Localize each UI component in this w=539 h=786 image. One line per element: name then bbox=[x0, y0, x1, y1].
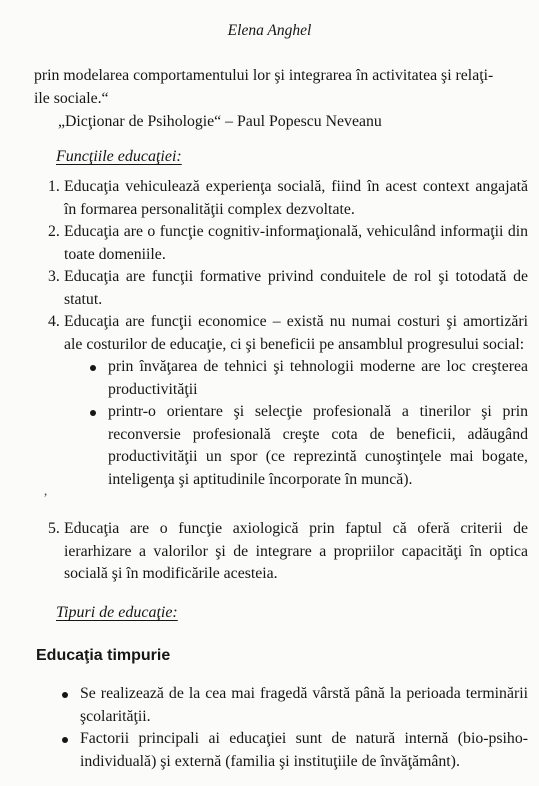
item-number: 3. bbox=[48, 268, 60, 285]
economic-bullets bbox=[64, 356, 528, 491]
item-text: Educaţia are funcţii economice – există nu numai costuri şi amortizări ale costurilor de educaţie, ci şi beneficii pe ansamblul progresului social: bbox=[64, 313, 528, 353]
bullet-icon bbox=[62, 692, 68, 698]
list-item bbox=[36, 266, 528, 311]
item-text: Educaţia vehiculează experienţa socială, fiind în acest context angajată în formarea personalităţii complex dezvoltate. bbox=[64, 178, 528, 218]
list-item bbox=[36, 221, 528, 266]
bullet-item bbox=[36, 683, 528, 728]
bullet-item bbox=[64, 356, 528, 401]
item-number: 4. bbox=[48, 313, 60, 330]
bullet-icon bbox=[90, 365, 96, 371]
item-text: Educaţia are o funcţie axiologică prin faptul că oferă criterii de ierarhizare a valorilor şi de integrare a propriilor capacităţi în optica socială şi în modificările acesteia. bbox=[64, 520, 528, 582]
timpurie-heading: Educaţia timpurie bbox=[36, 647, 171, 664]
timpurie-bullets bbox=[36, 683, 528, 773]
bullet-text: Factorii principali ai educaţiei sunt de natură internă (bio-psiho-individuală) şi externă (familia şi instituţiile de învăţământ). bbox=[80, 730, 528, 770]
item-number: 5. bbox=[48, 520, 60, 537]
tipuri-title: Tipuri de educaţie: bbox=[56, 604, 178, 621]
list-item bbox=[36, 176, 528, 221]
page-header-author: Elena Anghel bbox=[227, 22, 312, 39]
item-number: 2. bbox=[48, 223, 60, 240]
functii-list-continued bbox=[36, 518, 528, 586]
functii-list bbox=[36, 176, 528, 491]
item-text: Educaţia are funcţii formative privind conduitele de rol şi totodată de statut. bbox=[64, 268, 528, 308]
list-item bbox=[36, 311, 528, 491]
intro-line-2: ile sociale.“ bbox=[34, 89, 109, 107]
bullet-text: Se realizează de la cea mai fragedă vârstă până la perioada terminării şcolarităţii. bbox=[80, 685, 528, 725]
bullet-icon bbox=[62, 737, 68, 743]
list-item bbox=[36, 518, 528, 586]
intro-line-1: prin modelarea comportamentului lor şi integrarea în activitatea şi relaţi- bbox=[34, 67, 494, 84]
bullet-icon bbox=[90, 410, 96, 416]
functii-title: Funcţiile educaţiei: bbox=[56, 148, 182, 165]
item-number: 1. bbox=[48, 178, 60, 195]
intro-paragraph bbox=[34, 65, 526, 110]
stray-mark: , bbox=[44, 483, 48, 498]
bullet-text: printr-o orientare şi selecţie profesională a tinerilor şi prin reconversie profesională creşte cota de beneficii, adăugând productivităţii un spor (ce reprezintă cunoştinţele mai bogate, inteligenţa şi aptitudinile încorporate în muncă). bbox=[108, 403, 528, 488]
item-text: Educaţia are o funcţie cognitiv-informaţională, vehiculând informaţii din toate domeniile. bbox=[64, 223, 528, 263]
quote-source: „Dicţionar de Psihologie“ – Paul Popescu Neveanu bbox=[58, 113, 382, 130]
bullet-item bbox=[64, 401, 528, 491]
bullet-text: prin învăţarea de tehnici şi tehnologii moderne are loc creşterea productivităţii bbox=[108, 358, 528, 398]
bullet-item bbox=[36, 728, 528, 773]
